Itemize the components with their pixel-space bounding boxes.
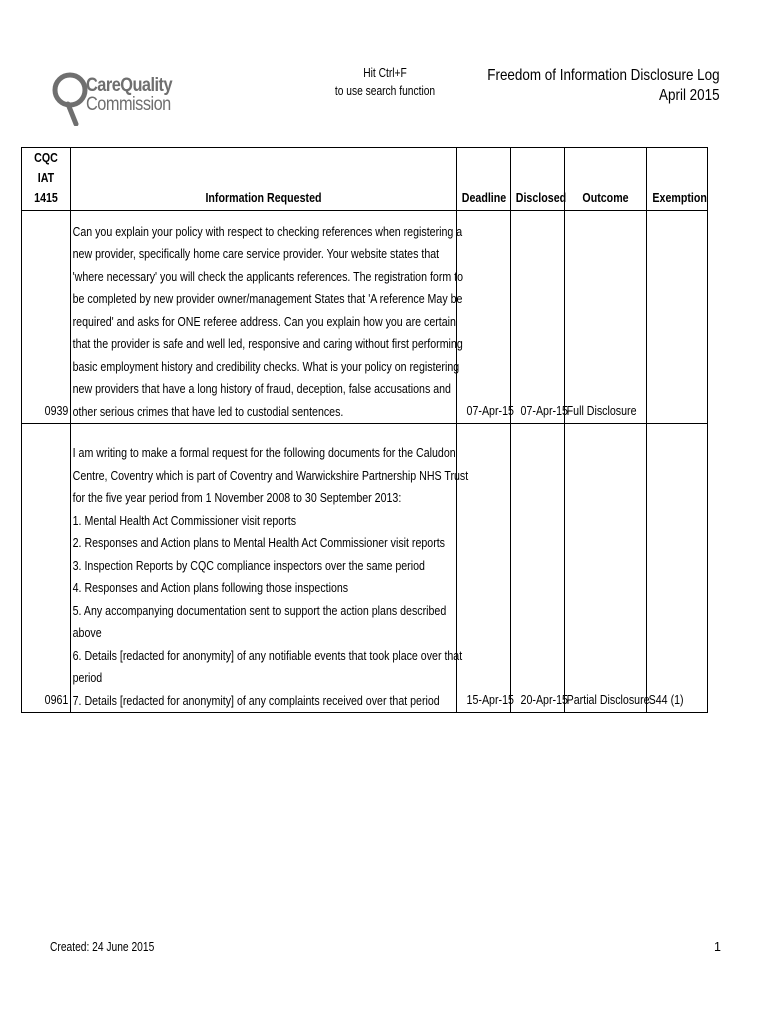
row-outcome: Full Disclosure	[565, 211, 647, 424]
table-header-row	[22, 148, 708, 211]
row-outcome: Partial Disclosure	[565, 424, 647, 713]
row-disclosed: 07-Apr-15	[511, 211, 565, 424]
row-id: 0939	[22, 211, 71, 424]
logo-line-2: Commission	[86, 94, 171, 115]
column-header-deadline: Deadline	[457, 148, 511, 211]
row-exemption: S44 (1)	[647, 424, 708, 713]
column-header-request: Information Requested	[71, 148, 457, 211]
logo-wordmark	[86, 76, 172, 114]
table-row	[22, 424, 708, 713]
column-header-id	[22, 148, 71, 211]
footer-created-date: Created: 24 June 2015	[50, 940, 155, 954]
cqc-logo	[52, 68, 177, 128]
search-hint-line-1: Hit Ctrl+F	[363, 66, 407, 80]
disclosure-log-table	[21, 147, 708, 713]
row-exemption	[647, 211, 708, 424]
search-hint-line-2: to use search function	[334, 84, 436, 98]
column-header-disclosed: Disclosed	[511, 148, 565, 211]
column-header-outcome: Outcome	[565, 148, 647, 211]
search-hint	[315, 64, 454, 100]
document-title-line-1: Freedom of Information Disclosure Log	[487, 67, 720, 84]
column-header-exemption: Exemption	[647, 148, 708, 211]
footer-page-number: 1	[714, 940, 721, 954]
row-disclosed: 20-Apr-15	[511, 424, 565, 713]
document-title-line-2: April 2015	[659, 87, 720, 104]
row-deadline: 07-Apr-15	[457, 211, 511, 424]
column-header-id-line-1: CQC IAT	[34, 150, 58, 185]
document-title	[488, 66, 720, 106]
row-request: Can you explain your policy with respect to checking references when registering a new provider, specifically home care service provider. Your website states that 'where necessary' you will check the applicants references. The registration form to be completed by new provider owner/management States that 'A reference May be required' and asks for ONE referee address. Can you explain how you are certain that the provider is safe and well led, responsive and caring without first performing basic employment history and credibility checks. What is your policy on registering new providers that have a long history of fraud, deception, false accusations and other serious crimes that have led to custodial sentences.	[71, 211, 457, 424]
column-header-id-line-2: 1415	[34, 190, 58, 205]
logo-line-1: CareQuality	[86, 75, 173, 96]
table-row	[22, 211, 708, 424]
row-id: 0961	[22, 424, 71, 713]
row-deadline: 15-Apr-15	[457, 424, 511, 713]
row-request: I am writing to make a formal request for the following documents for the Caludon Centre, Coventry which is part of Coventry and Warwickshire Partnership NHS Trust for the five year period from 1 November 2008 to 30 September 2013: 1. Mental Health Act Commissioner visit reports 2. Responses and Action plans to Mental Health Act Commissioner visit reports 3. Inspection Reports by CQC compliance inspectors over the same period 4. Responses and Action plans following those inspections 5. Any accompanying documentation sent to support the action plans described above 6. Details [redacted for anonymity] of any notifiable events that took place over that period 7. Details [redacted for anonymity] of any complaints received over that period	[71, 424, 457, 713]
cqc-q-logo-icon	[52, 68, 88, 126]
